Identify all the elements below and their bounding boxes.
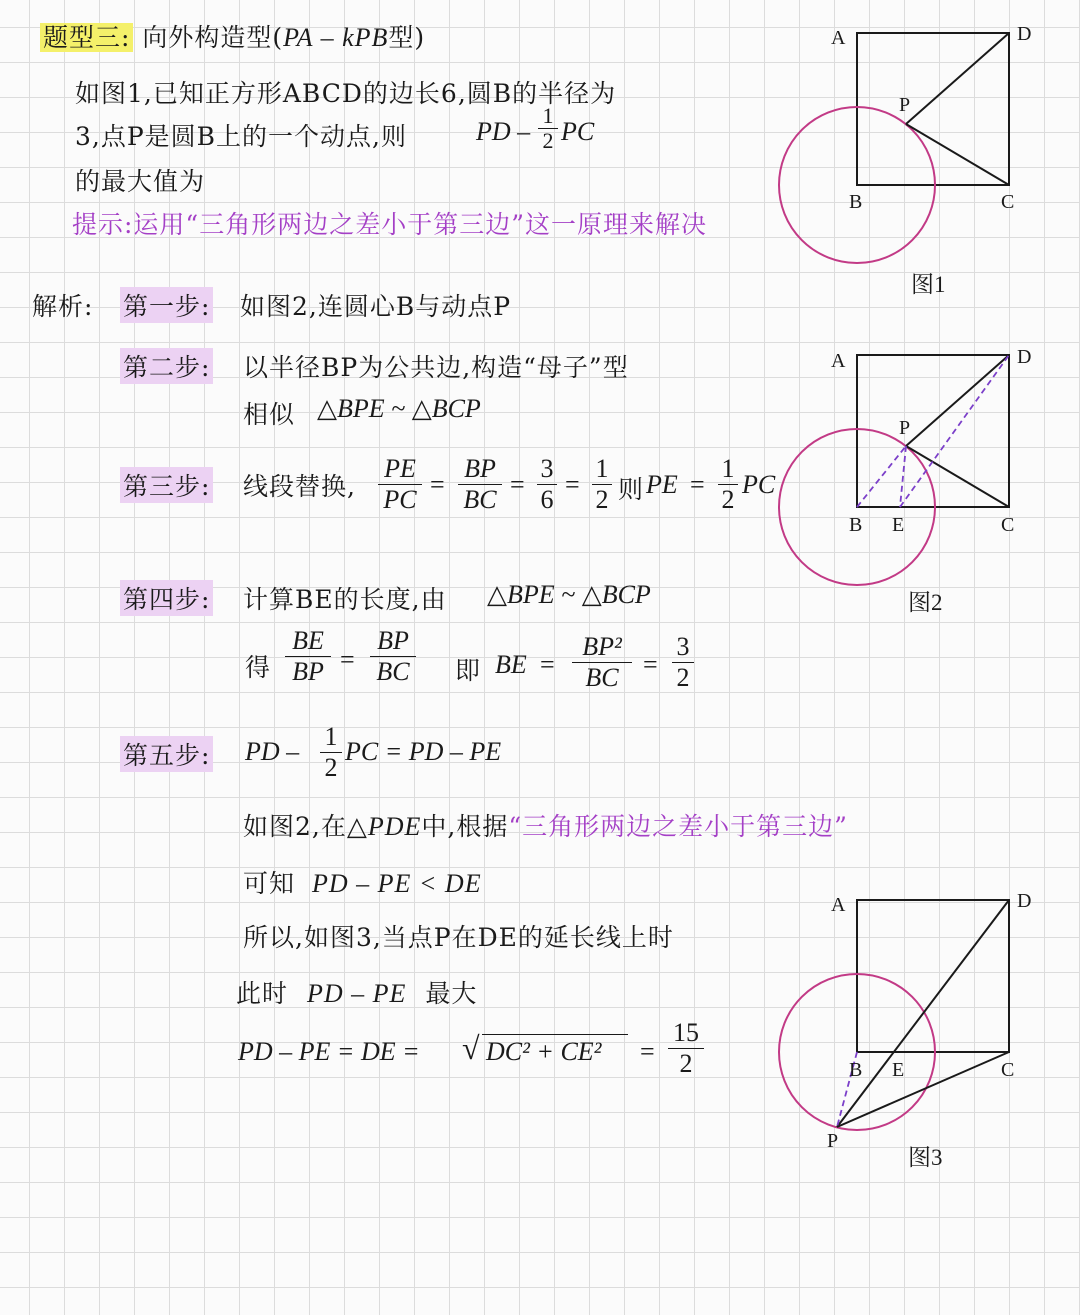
- fraction-numerator: 1: [542, 103, 554, 128]
- label-b: B: [849, 1059, 863, 1081]
- label-a: A: [831, 27, 846, 49]
- square-abcd: [857, 355, 1009, 507]
- segment-pc: [906, 446, 1009, 507]
- segment-pe-dashed: [900, 446, 906, 507]
- step4-label: 第四步:: [120, 580, 213, 616]
- step5-label: 第五步:: [120, 736, 213, 772]
- step5-b: PC = PD – PE: [345, 737, 502, 766]
- step3-frac-1: PE PC: [378, 454, 422, 515]
- step3-frac-4: 1 2: [592, 454, 612, 515]
- problem-line-1: 如图1,已知正方形ABCD的边长6,圆B的半径为: [75, 79, 617, 108]
- step3-eq-2: =: [510, 470, 525, 499]
- step4-ie: 即: [455, 656, 482, 685]
- problem-formula-a: PD –: [476, 117, 531, 146]
- problem-fraction: [538, 104, 558, 153]
- step5-frac: 1 2: [320, 722, 342, 783]
- segment-pd: [906, 33, 1009, 124]
- solution-label: 解析:: [32, 292, 94, 321]
- step4-eq-1: =: [340, 645, 355, 674]
- label-p: P: [899, 94, 911, 116]
- step4-get: 得: [245, 653, 272, 682]
- step3-frac-5: 1 2: [718, 454, 738, 515]
- step4-frac-1: BE BP: [285, 626, 331, 687]
- step4-frac-2: BP BC: [370, 626, 416, 687]
- problem-line-2-prefix: 3,点P是圆B上的一个动点,则: [75, 122, 407, 151]
- title-text: 向外构造型(: [142, 23, 284, 52]
- figure-3: [775, 885, 1075, 1180]
- label-b: B: [849, 514, 863, 536]
- fraction-denominator: 2: [542, 128, 554, 153]
- caption-fig3: 图3: [908, 1145, 943, 1170]
- step5-final-sqrt: DC² + CE²: [486, 1037, 602, 1066]
- segment-pd: [906, 355, 1009, 446]
- step5-line-5: 此时 PD – PE 最大: [236, 979, 478, 1008]
- figure-2: [775, 340, 1075, 625]
- step3-frac-3: 3 6: [537, 454, 557, 515]
- label-c: C: [1001, 191, 1015, 213]
- problem-formula-b: PC: [561, 117, 595, 146]
- step1-text: 如图2,连圆心B与动点P: [240, 292, 512, 321]
- step3-eq-1: =: [430, 470, 445, 499]
- step4-frac-4: 3 2: [672, 632, 694, 693]
- square-abcd: [857, 33, 1009, 185]
- step3-then: 则: [618, 475, 645, 504]
- step1-label: 第一步:: [120, 287, 213, 323]
- label-e: E: [892, 1059, 905, 1081]
- step3-pe: PE: [646, 470, 678, 499]
- label-p: P: [899, 417, 911, 439]
- problem-hint: 提示:运用“三角形两边之差小于第三边”这一原理来解决: [72, 210, 707, 239]
- step2-sim-prefix: 相似: [243, 400, 296, 429]
- segment-pc: [837, 1052, 1009, 1127]
- title-type-suffix: 型): [388, 23, 426, 52]
- step4-eq-2: =: [540, 650, 555, 679]
- label-d: D: [1017, 890, 1032, 912]
- label-c: C: [1001, 1059, 1015, 1081]
- step3-label: 第三步:: [120, 467, 213, 503]
- step5-line-4: 所以,如图3,当点P在DE的延长线上时: [243, 923, 674, 952]
- label-a: A: [831, 894, 846, 916]
- step4-sim: △BPE ~ △BCP: [487, 580, 651, 609]
- step4-text: 计算BE的长度,由: [243, 585, 447, 614]
- problem-line-3: 的最大值为: [75, 167, 206, 196]
- step5-final-eq: =: [640, 1037, 655, 1066]
- step3-text: 线段替换,: [243, 472, 356, 501]
- step3-eq-4: =: [690, 470, 705, 499]
- step5-line-3: 可知 PD – PE < DE: [243, 869, 482, 898]
- segment-bp-dashed: [857, 446, 906, 507]
- step3-frac-2: BP BC: [458, 454, 502, 515]
- sqrt-bar: [482, 1034, 628, 1035]
- label-e: E: [892, 514, 905, 536]
- segment-de-dashed: [900, 355, 1009, 507]
- step3-eq-3: =: [565, 470, 580, 499]
- caption-fig2: 图2: [908, 590, 943, 615]
- label-a: A: [831, 350, 846, 372]
- step3-pc: PC: [742, 470, 776, 499]
- label-d: D: [1017, 346, 1032, 368]
- label-p: P: [827, 1130, 839, 1152]
- step2-label: 第二步:: [120, 348, 213, 384]
- caption-fig1: 图1: [911, 272, 946, 297]
- step5-final-frac: 15 2: [668, 1018, 704, 1079]
- step5-final-a: PD – PE = DE =: [238, 1037, 420, 1066]
- figure-1: [775, 18, 1075, 303]
- title-type-formula: PA – kPB: [283, 23, 389, 52]
- segment-pc: [906, 124, 1009, 185]
- step5-a: PD –: [245, 737, 300, 766]
- square-abcd: [857, 900, 1009, 1052]
- step5-line-2: 如图2,在△PDE中,根据“三角形两边之差小于第三边”: [243, 812, 848, 841]
- step4-eq-3: =: [643, 650, 658, 679]
- title-label: 题型三:: [40, 23, 133, 52]
- step2-sim: △BPE ~ △BCP: [317, 394, 481, 423]
- title: [40, 18, 425, 54]
- step2-text: 以半径BP为公共边,构造“母子”型: [243, 353, 629, 382]
- sqrt-sign: √: [462, 1030, 480, 1066]
- step4-frac-3: BP² BC: [572, 632, 632, 693]
- step4-be: BE: [495, 650, 527, 679]
- label-d: D: [1017, 23, 1032, 45]
- label-b: B: [849, 191, 863, 213]
- label-c: C: [1001, 514, 1015, 536]
